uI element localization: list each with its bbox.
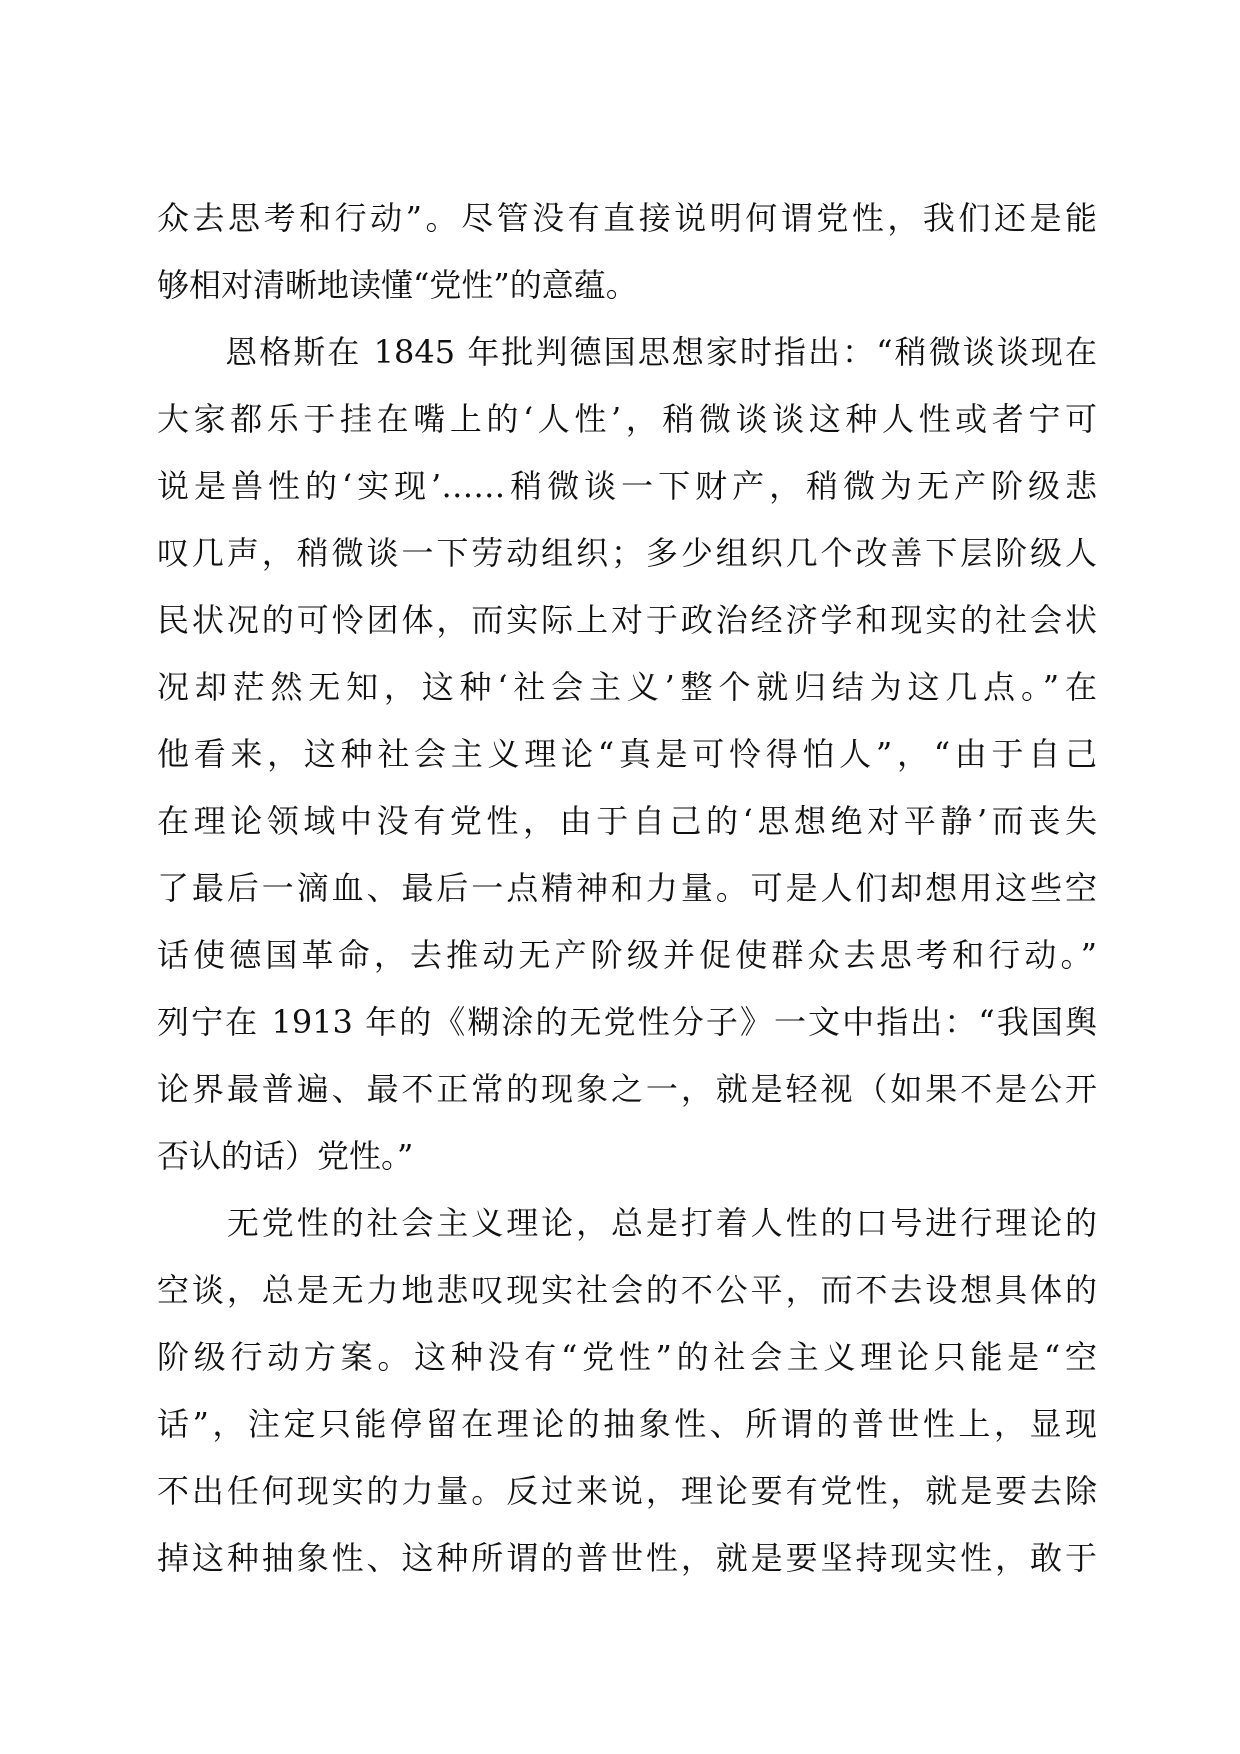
text-line: 阶级行动方案。这种没有“党性”的社会主义理论只能是“空 — [157, 1338, 1097, 1376]
text-line: 大家都乐于挂在嘴上的‘人性’，稍微谈谈这种人性或者宁可 — [157, 400, 1097, 438]
text-line: 列宁在 1913 年的《糊涂的无党性分子》一文中指出：“我国舆 — [157, 1003, 1097, 1041]
paragraph-2 — [157, 319, 1097, 1190]
text-line: 了最后一滴血、最后一点精神和力量。可是人们却想用这些空 — [157, 869, 1097, 907]
text-line: 否认的话）党性。” — [157, 1137, 414, 1175]
text-line: 论界最普遍、最不正常的现象之一，就是轻视（如果不是公开 — [157, 1070, 1097, 1108]
text-line: 在理论领域中没有党性，由于自己的‘思想绝对平静’而丧失 — [157, 802, 1097, 840]
text-line: 民状况的可怜团体，而实际上对于政治经济学和现实的社会状 — [157, 601, 1097, 639]
text-line: 说是兽性的‘实现’……稍微谈一下财产，稍微为无产阶级悲 — [157, 467, 1097, 505]
text-line: 况却茫然无知，这种‘社会主义’整个就归结为这几点。”在 — [157, 668, 1097, 706]
paragraph-3 — [157, 1190, 1097, 1592]
text-line: 掉这种抽象性、这种所谓的普世性，就是要坚持现实性，敢于 — [157, 1539, 1097, 1577]
text-line: 他看来，这种社会主义理论“真是可怜得怕人”，“由于自己 — [157, 735, 1097, 773]
text-line: 恩格斯在 1845 年批判德国思想家时指出：“稍微谈谈现在 — [157, 333, 1097, 371]
text-line: 众去思考和行动”。尽管没有直接说明何谓党性，我们还是能 — [157, 199, 1097, 237]
text-line: 话”，注定只能停留在理论的抽象性、所谓的普世性上，显现 — [157, 1405, 1097, 1443]
document-body — [157, 185, 1097, 1592]
text-line: 不出任何现实的力量。反过来说，理论要有党性，就是要去除 — [157, 1472, 1097, 1510]
text-line: 叹几声，稍微谈一下劳动组织；多少组织几个改善下层阶级人 — [157, 534, 1097, 572]
text-line: 无党性的社会主义理论，总是打着人性的口号进行理论的 — [157, 1204, 1097, 1242]
text-line: 够相对清晰地读懂“党性”的意蕴。 — [157, 266, 638, 304]
paragraph-1 — [157, 185, 1097, 319]
text-line: 空谈，总是无力地悲叹现实社会的不公平，而不去设想具体的 — [157, 1271, 1097, 1309]
text-line: 话使德国革命，去推动无产阶级并促使群众去思考和行动。” — [157, 936, 1097, 974]
